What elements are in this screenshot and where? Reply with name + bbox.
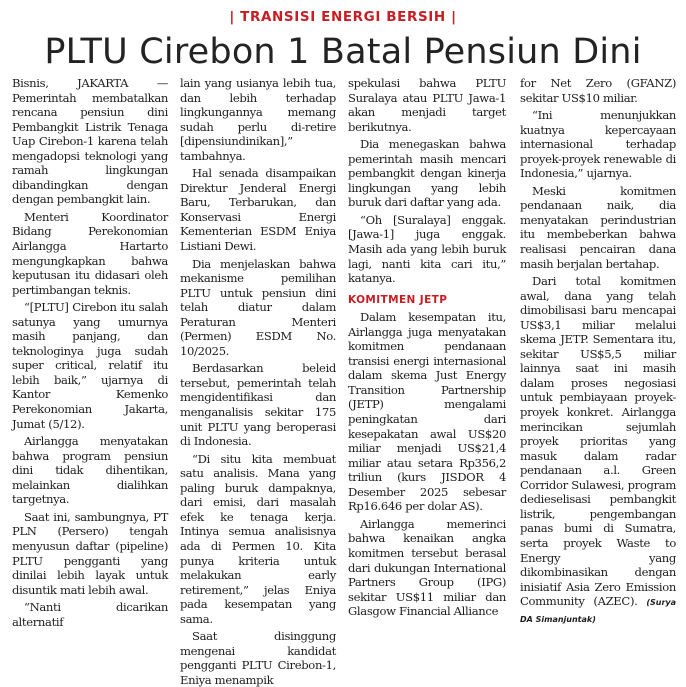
paragraph: Saat ini, sambungnya, PT PLN (Persero) tengah menyusun daftar (pipeline) PLTU pengganti yang dinilai lebih layak untuk disuntik mati lebih awal.	[12, 509, 168, 597]
paragraph: Dari total komitmen awal, dana yang telah dimobilisasi baru mencapai US$3,1 miliar melalui skema JETP. Sementara itu, sekitar US$5,5 miliar lainnya saat ini masih dalam proses negosiasi untuk pembiayaan proyek-proyek konkret. Airlangga merincikan sejumlah proyek prioritas yang masuk dalam radar pendanaan a.l. Green Corridor Sulawesi, program dedieselisasi pembangkit listrik, pengembangan panas bumi di Sumatra, serta proyek Waste to Energy yang dikombinasikan dengan inisiatif Asia Zero Emission Community (AZEC). (Surya DA Simanjuntak)	[520, 274, 676, 624]
section-kicker: | TRANSISI ENERGI BERSIH |	[229, 9, 457, 25]
paragraph: Hal senada disampaikan Direktur Jenderal Energi Baru, Terbarukan, dan Konservasi Energi Kementerian ESDM Eniya Listiani Dewi.	[180, 166, 336, 254]
paragraph: Dia menegaskan bahwa pemerintah masih mencari pembangkit dengan kinerja lingkungan yang lebih buruk dari daftar yang ada.	[348, 137, 506, 210]
paragraph: spekulasi bahwa PLTU Suralaya atau PLTU Jawa-1 akan menjadi target berikutnya.	[348, 76, 506, 134]
paragraph: Meski komitmen pendanaan naik, dia menyatakan perindustrian itu membeberkan bahwa realisasi pencairan dana masih berjalan bertahap.	[520, 183, 676, 271]
paragraph: Menteri Koordinator Bidang Perekonomian Airlangga Hartarto mengungkapkan bahwa keputusan itu didasari oleh pertimbangan teknis.	[12, 209, 168, 297]
paragraph: “Oh [Suralaya] enggak. [Jawa-1] juga enggak. Masih ada yang lebih buruk lagi, nanti kita cari itu,” katanya.	[348, 212, 506, 286]
paragraph: Airlangga menyatakan bahwa program pensiun dini tidak dihentikan, melainkan dialihkan targetnya.	[12, 434, 168, 507]
paragraph: Bisnis, JAKARTA — Pemerintah membatalkan rencana pensiun dini Pembangkit Listrik Tenaga Uap Cirebon-1 karena telah mengadopsi teknologi yang ramah lingkungan dibandingkan dengan dengan pembangkit lain.	[12, 76, 168, 207]
paragraph: Saat disinggung mengenai kandidat pengganti PLTU Cirebon-1, Eniya menampik	[180, 629, 336, 687]
article-column-4	[520, 76, 676, 624]
article-column-2	[180, 76, 336, 687]
paragraph: Dia menjelaskan bahwa mekanisme pemilihan PLTU untuk pensiun dini telah diatur dalam Peraturan Menteri (Permen) ESDM No. 10/2025.	[180, 256, 336, 358]
paragraph: lain yang usianya lebih tua, dan lebih terhadap lingkungannya memang sudah perlu di-retire [dipensiundinikan],” tambahnya.	[180, 76, 336, 163]
headline: PLTU Cirebon 1 Batal Pensiun Dini	[44, 32, 642, 72]
paragraph: “Di situ kita membuat satu analisis. Mana yang paling buruk dampaknya, dari emisi, dari masalah efek ke tenaga kerja. Intinya semua analisisnya ada di Permen 10. Kita punya kriteria untuk melakukan early retirement,” jelas Eniya pada kesempatan yang sama.	[180, 451, 336, 626]
article-column-1	[12, 76, 168, 629]
paragraph: Berdasarkan beleid tersebut, pemerintah telah mengidentifikasi dan menganalisis sekitar 175 unit PLTU yang beroperasi di Indonesia.	[180, 361, 336, 449]
paragraph: “[PLTU] Cirebon itu salah satunya yang umurnya masih panjang, dan teknologinya juga sudah super critical, relatif itu lebih baik,” ujarnya di Kantor Kemenko Perekonomian Jakarta, Jumat (5/12).	[12, 300, 168, 431]
subheading: KOMITMEN JETP	[348, 293, 448, 306]
article-column-3	[348, 76, 506, 619]
paragraph: “Nanti dicarikan alternatif	[12, 600, 168, 629]
byline: (Surya DA Simanjuntak)	[520, 598, 676, 624]
paragraph: “Ini menunjukkan kuatnya kepercayaan internasional terhadap proyek-proyek renewable di Indonesia,” ujarnya.	[520, 108, 676, 181]
paragraph: for Net Zero (GFANZ) sekitar US$10 miliar.	[520, 76, 676, 105]
paragraph: Dalam kesempatan itu, Airlangga juga menyatakan komitmen pendanaan transisi energi internasional dalam skema Just Energy Transition Partnership (JETP) mengalami peningkatan dari kesepakatan awal US$20 miliar menjadi US$21,4 miliar atau setara Rp356,2 triliun (kurs JISDOR 4 Desember 2025 sebesar Rp16.646 per dolar AS).	[348, 310, 506, 514]
paragraph: Airlangga memerinci bahwa kenaikan angka komitmen tersebut berasal dari dukungan International Partners Group (IPG) sekitar US$11 miliar dan Glasgow Financial Alliance	[348, 516, 506, 619]
